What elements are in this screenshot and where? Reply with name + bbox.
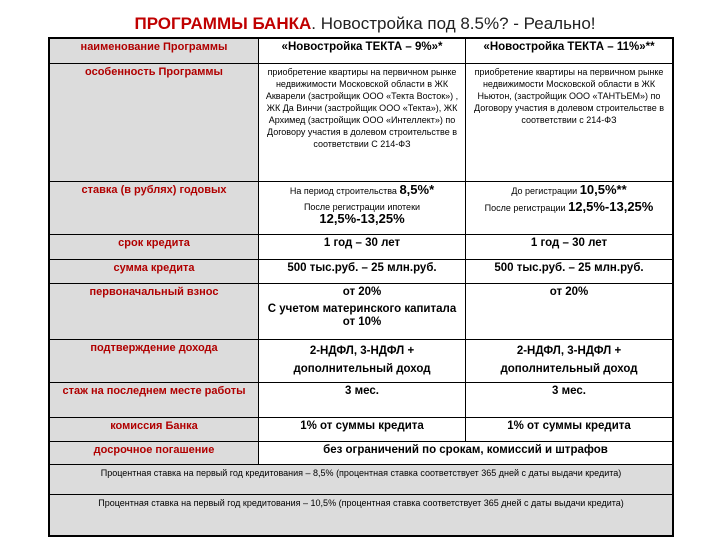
- table-row: [49, 38, 673, 63]
- program-1-down-payment: от 20% С учетом материнского капитала от 10%: [259, 283, 466, 339]
- program-1-term: 1 год – 30 лет: [259, 234, 466, 259]
- table-row: [49, 63, 673, 181]
- program-2-rate: До регистрации 10,5%** После регистрации 12,5%-13,25%: [466, 181, 674, 234]
- program-1-rate: На период строительства 8,5%* После регистрации ипотеки 12,5%-13,25%: [259, 181, 466, 234]
- program-2-commission: 1% от суммы кредита: [466, 417, 674, 441]
- row-label: первоначальный взнос: [49, 283, 259, 339]
- table-row: [49, 464, 673, 494]
- table-row: [49, 234, 673, 259]
- row-label: ставка (в рублях) годовых: [49, 181, 259, 234]
- table-row: [49, 283, 673, 339]
- program-1-amount: 500 тыс.руб. – 25 млн.руб.: [259, 259, 466, 283]
- program-1-name: «Новостройка ТЕКТА – 9%»*: [259, 38, 466, 63]
- program-2-experience: 3 мес.: [466, 382, 674, 417]
- program-2-income: 2-НДФЛ, 3-НДФЛ + дополнительный доход: [466, 339, 674, 382]
- program-2-feature: приобретение квартиры на первичном рынке недвижимости Московской области в ЖК Ньютон, (застройщик ООО «ТАНТЬЕМ») по Договору участия в долевом строительстве в соответствии с 214-ФЗ: [466, 63, 674, 181]
- program-1-income: 2-НДФЛ, 3-НДФЛ + дополнительный доход: [259, 339, 466, 382]
- program-1-feature: приобретение квартиры на первичном рынке недвижимости Московской области в ЖК Акварели (застройщик ООО «Текта Восток») , ЖК Да Винчи (застройщик ООО «Текта»), ЖК Архимед (застройщик ООО «Интеллект») по Договору участия в долевом строительстве в соответствии С 214-ФЗ: [259, 63, 466, 181]
- program-1-experience: 3 мес.: [259, 382, 466, 417]
- programs-table: [48, 37, 674, 537]
- row-label: наименование Программы: [49, 38, 259, 63]
- program-1-commission: 1% от суммы кредита: [259, 417, 466, 441]
- row-label: сумма кредита: [49, 259, 259, 283]
- row-label: срок кредита: [49, 234, 259, 259]
- row-label: особенность Программы: [49, 63, 259, 181]
- table-row: [49, 441, 673, 464]
- footnote-1: Процентная ставка на первый год кредитования – 8,5% (процентная ставка соответствует 365 дней с даты выдачи кредита): [49, 464, 673, 494]
- row-label: стаж на последнем месте работы: [49, 382, 259, 417]
- table-row: [49, 417, 673, 441]
- table-row: [49, 494, 673, 536]
- row-label: подтверждение дохода: [49, 339, 259, 382]
- table-row: [49, 259, 673, 283]
- program-2-name: «Новостройка ТЕКТА – 11%»**: [466, 38, 674, 63]
- program-2-term: 1 год – 30 лет: [466, 234, 674, 259]
- page-title: ПРОГРАММЫ БАНКА. Новостройка под 8.5%? - Реально!: [134, 14, 596, 33]
- row-label: досрочное погашение: [49, 441, 259, 464]
- footnote-2: Процентная ставка на первый год кредитования – 10,5% (процентная ставка соответствует 365 дней с даты выдачи кредита): [49, 494, 673, 536]
- row-label: комиссия Банка: [49, 417, 259, 441]
- early-repayment: без ограничений по срокам, комиссий и штрафов: [259, 441, 674, 464]
- table-row: [49, 382, 673, 417]
- table-row: [49, 339, 673, 382]
- program-2-down-payment: от 20%: [466, 283, 674, 339]
- table-row: [49, 181, 673, 234]
- program-2-amount: 500 тыс.руб. – 25 млн.руб.: [466, 259, 674, 283]
